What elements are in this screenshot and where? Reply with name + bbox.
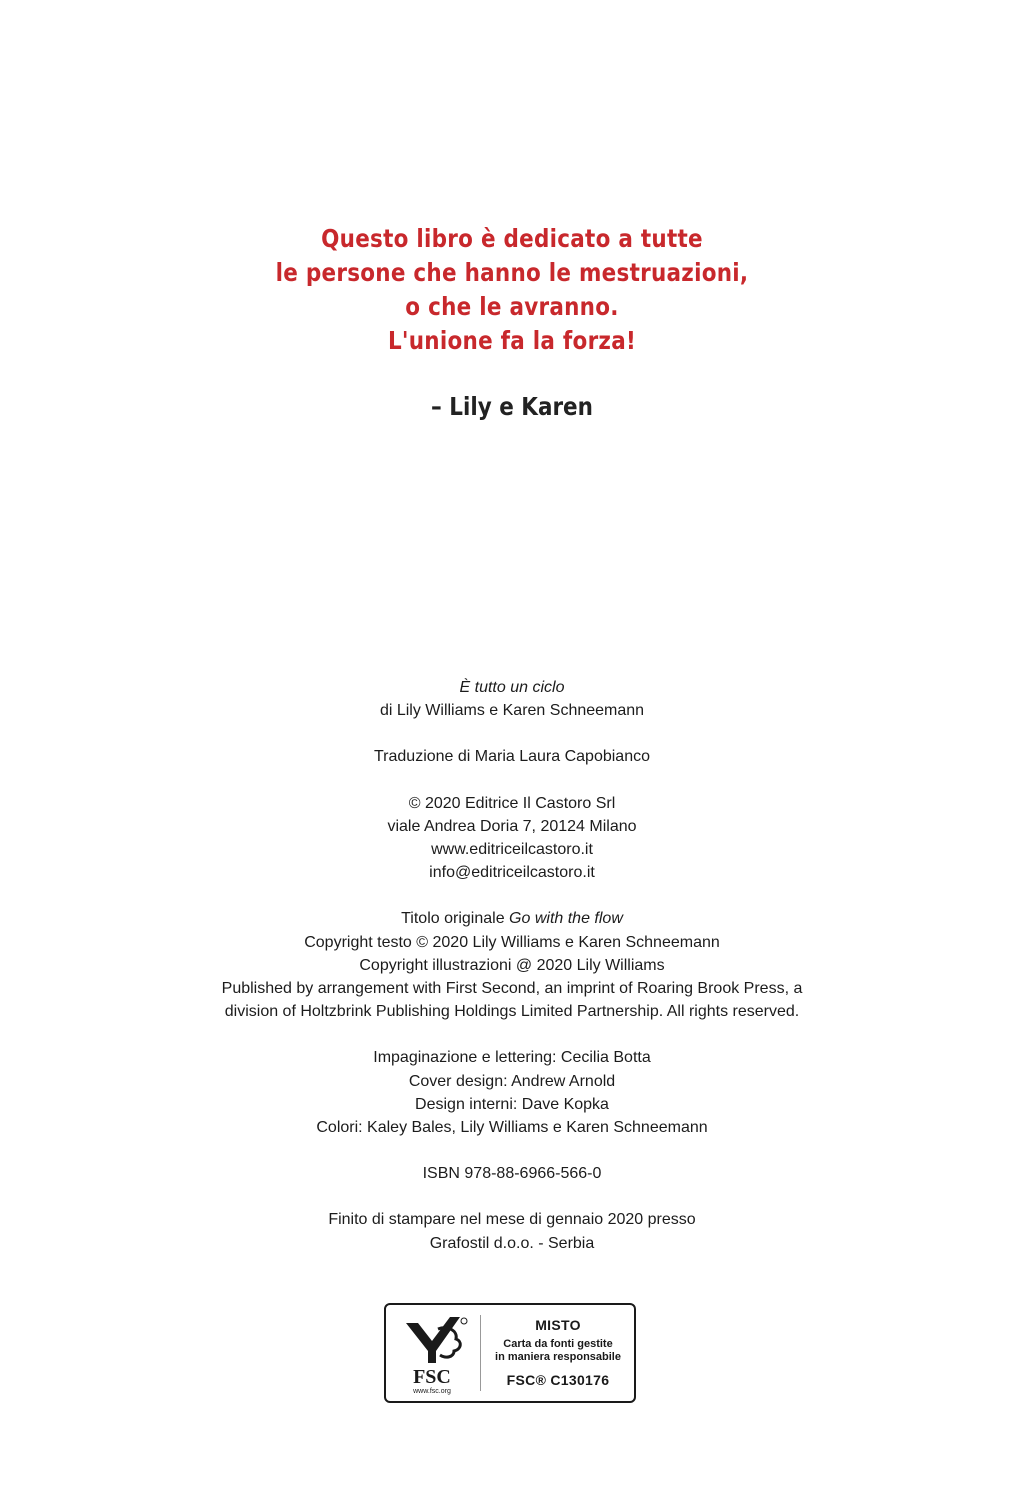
illustration-copyright: Copyright illustrazioni @ 2020 Lily Williams bbox=[359, 956, 665, 974]
credits bbox=[0, 1046, 1024, 1139]
publisher-address: viale Andrea Doria 7, 20124 Milano bbox=[387, 817, 637, 835]
translator: Traduzione di Maria Laura Capobianco bbox=[373, 748, 650, 766]
isbn: ISBN 978-88-6966-566-0 bbox=[422, 1165, 602, 1183]
dedication-line: o che le avranno. bbox=[405, 292, 619, 321]
isbn-info bbox=[0, 1162, 1024, 1185]
arrangement-line: Published by arrangement with First Second, an imprint of Roaring Brook Press, a bbox=[221, 980, 803, 998]
fsc-text bbox=[482, 1305, 634, 1401]
fsc-code: FSC® C130176 bbox=[506, 1372, 610, 1388]
fsc-logo-url: www.fsc.org bbox=[413, 1388, 451, 1395]
publisher-email: info@editriceilcastoro.it bbox=[429, 864, 595, 882]
credit-layout: Impaginazione e lettering: Cecilia Botta bbox=[373, 1049, 651, 1067]
original-title-label: Titolo originale bbox=[401, 910, 505, 928]
dedication bbox=[72, 222, 953, 358]
fsc-label: MISTO bbox=[535, 1317, 581, 1333]
fsc-description-line: Carta da fonti gestite bbox=[503, 1338, 613, 1350]
publisher-website: www.editriceilcastoro.it bbox=[431, 841, 593, 859]
fsc-description-line: in maniera responsabile bbox=[495, 1351, 621, 1363]
fsc-divider bbox=[480, 1315, 481, 1391]
translation-info bbox=[0, 745, 1024, 768]
arrangement-line: division of Holtzbrink Publishing Holdings Limited Partnership. All rights reserved. bbox=[224, 1003, 800, 1021]
printing-info bbox=[0, 1208, 1024, 1254]
credit-colors: Colori: Kaley Bales, Lily Williams e Karen Schneemann bbox=[316, 1119, 708, 1137]
dedication-signature: – Lily e Karen bbox=[431, 392, 593, 421]
original-edition-info bbox=[0, 907, 1024, 1023]
publisher-info bbox=[0, 792, 1024, 885]
dedication-line: Questo libro è dedicato a tutte bbox=[321, 224, 703, 253]
credit-interior: Design interni: Dave Kopka bbox=[415, 1095, 609, 1113]
text-copyright: Copyright testo © 2020 Lily Williams e Karen Schneemann bbox=[304, 933, 720, 951]
dedication-line: L'unione fa la forza! bbox=[387, 326, 637, 355]
printing-line: Finito di stampare nel mese di gennaio 2020 presso bbox=[328, 1211, 696, 1229]
publisher-copyright: © 2020 Editrice Il Castoro Srl bbox=[408, 794, 616, 812]
fsc-tree-checkmark-icon bbox=[398, 1311, 474, 1397]
colophon bbox=[0, 676, 1024, 1255]
fsc-certification-label bbox=[384, 1303, 636, 1403]
printing-line: Grafostil d.o.o. - Serbia bbox=[429, 1234, 595, 1252]
fsc-logo-text: FSC bbox=[413, 1366, 451, 1388]
credit-cover: Cover design: Andrew Arnold bbox=[408, 1072, 616, 1090]
original-title: Go with the flow bbox=[509, 910, 623, 928]
book-title: È tutto un ciclo bbox=[459, 679, 565, 696]
book-info bbox=[0, 676, 1024, 722]
book-authors: di Lily Williams e Karen Schneemann bbox=[379, 702, 645, 720]
dedication-line: le persone che hanno le mestruazioni, bbox=[275, 258, 749, 287]
